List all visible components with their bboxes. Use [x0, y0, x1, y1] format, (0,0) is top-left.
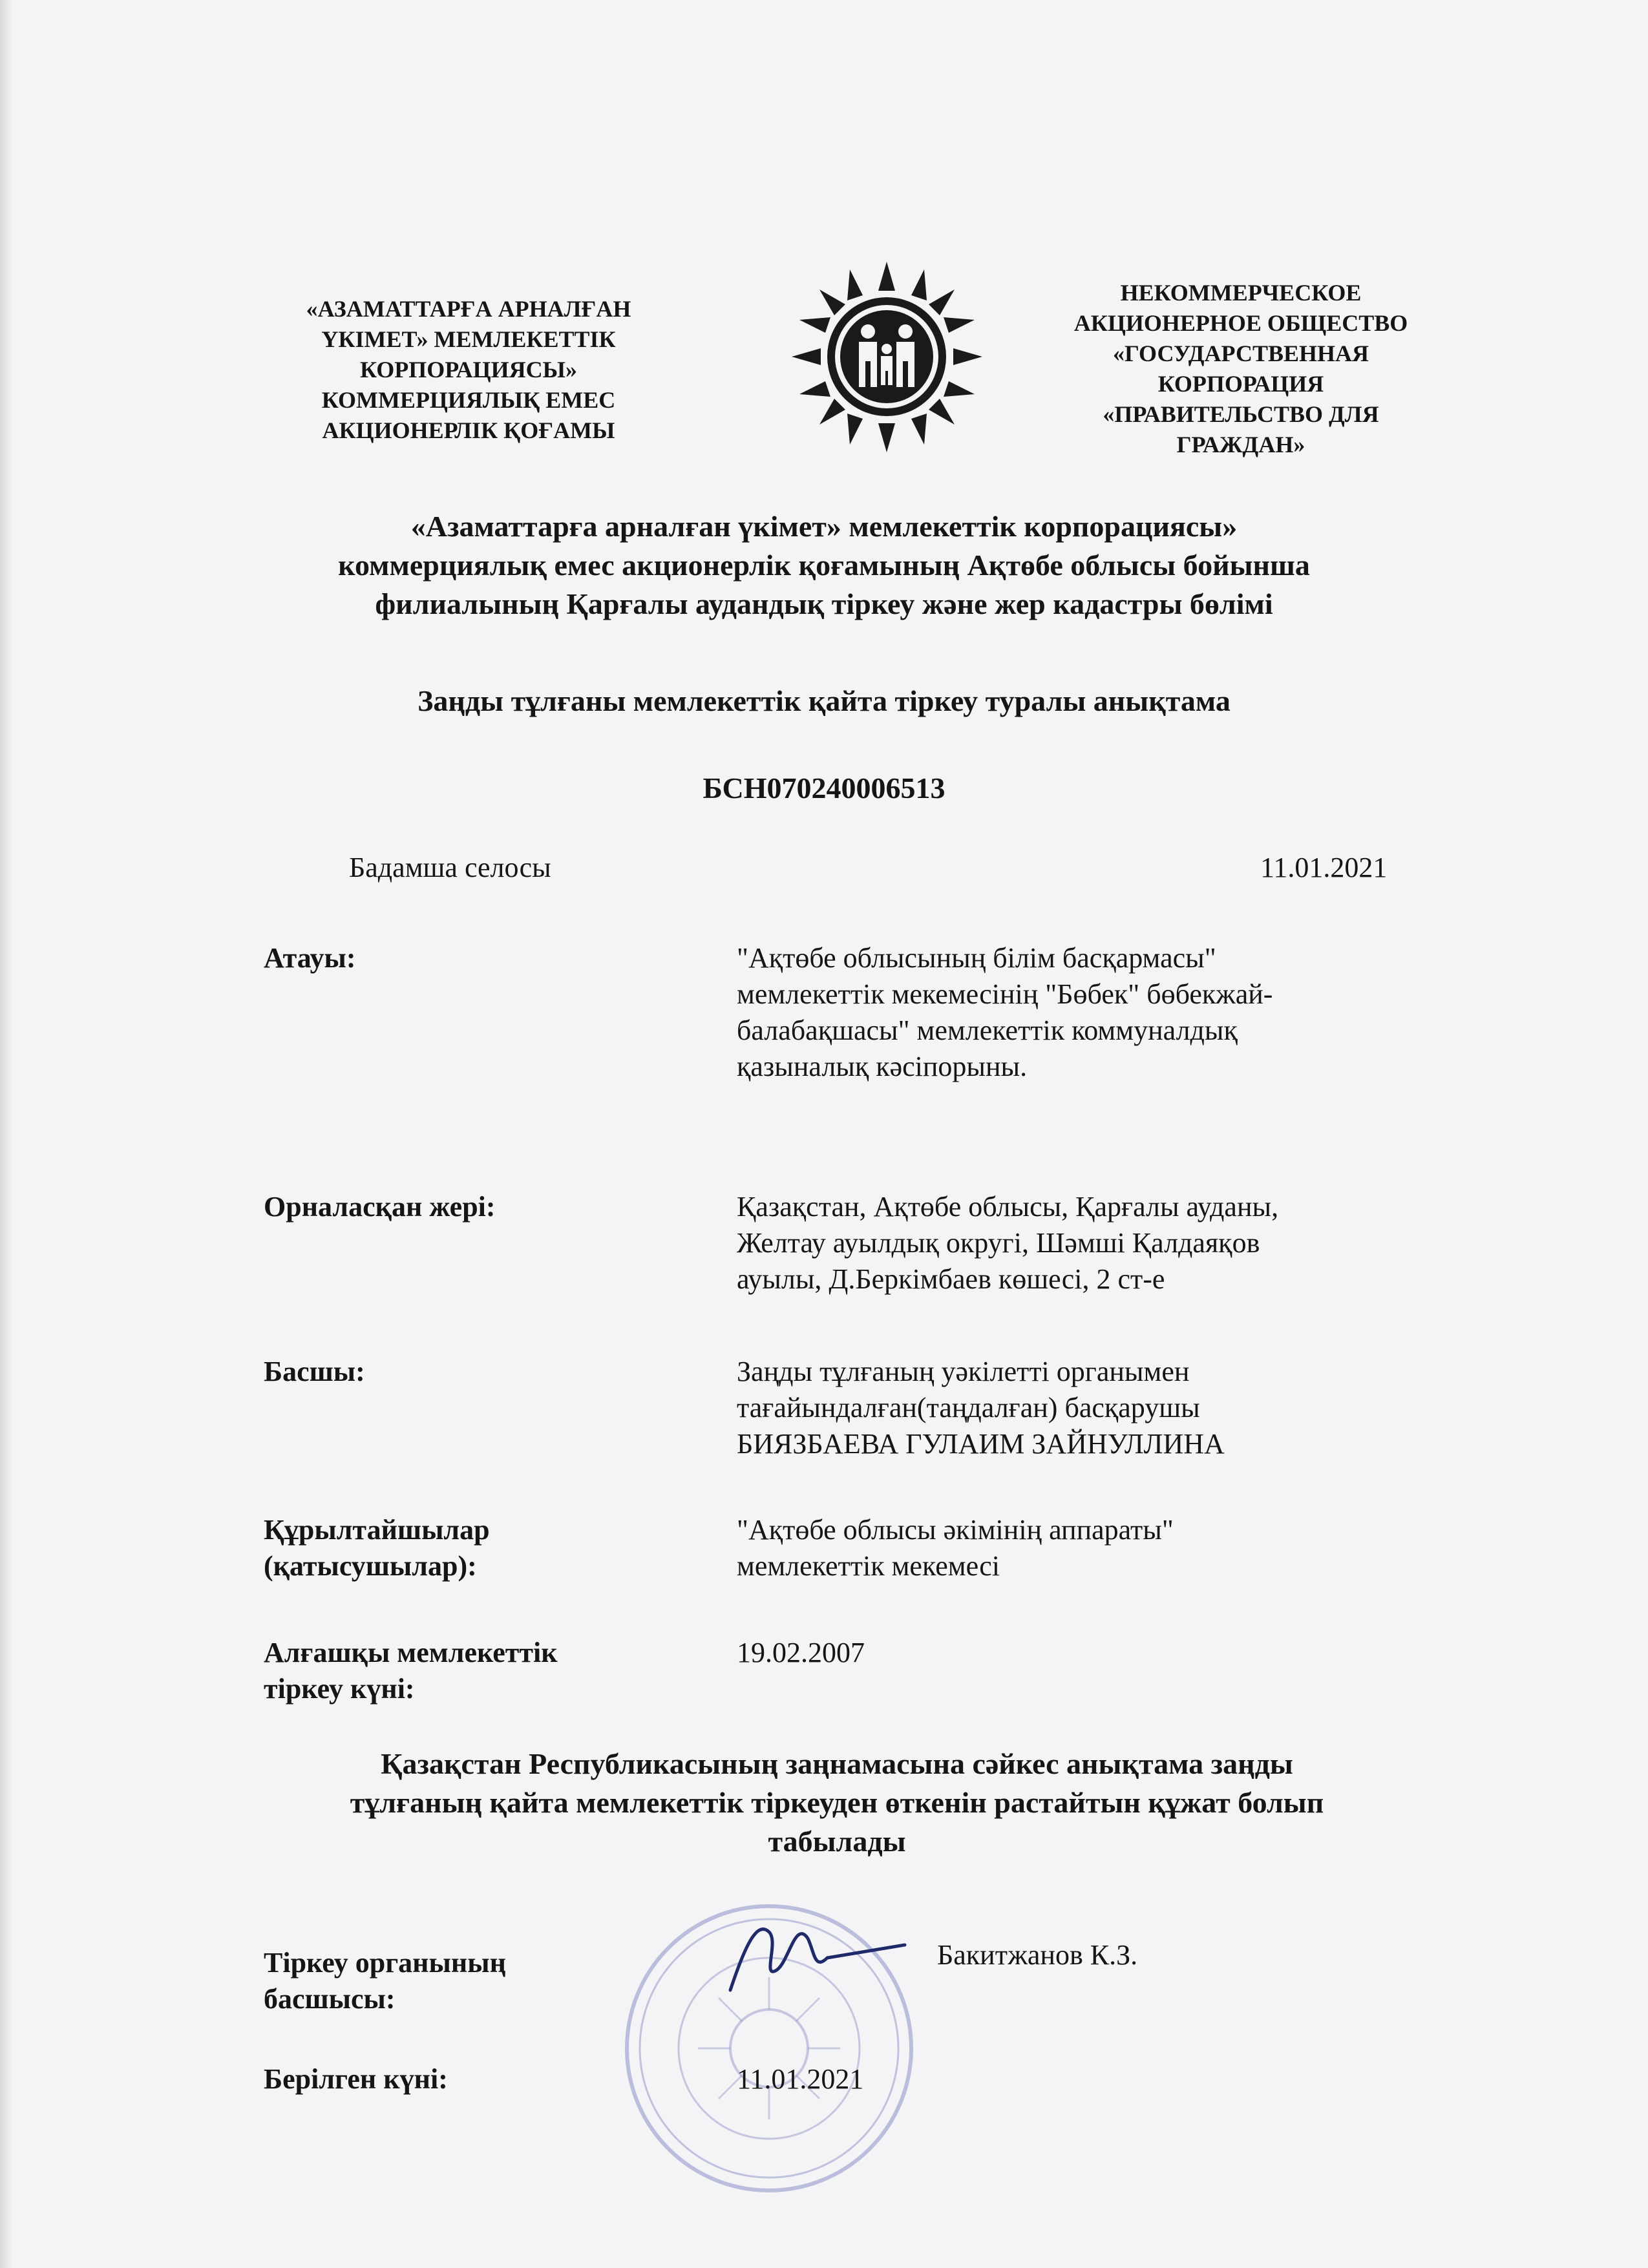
document-title: Заңды тұлғаны мемлекеттік қайта тіркеу туралы анықтама	[417, 684, 1231, 717]
header-kz-line: ҮКІМЕТ» МЕМЛЕКЕТТІК	[321, 326, 616, 352]
sun-family-logo-icon	[785, 255, 989, 459]
header-ru-line: АКЦИОНЕРНОЕ ОБЩЕСТВО	[1073, 310, 1408, 336]
head-value-line: БИЯЗБАЕВА ГУЛАИМ ЗАЙНУЛЛИНА	[737, 1428, 1225, 1460]
location-value-line: Қазақстан, Ақтөбе облысы, Қарғалы ауданы,	[737, 1191, 1279, 1223]
location-value-line: Желтау ауылдық округі, Шәмші Қалдаяқов	[737, 1227, 1260, 1259]
name-label: Атауы:	[264, 942, 356, 974]
conclusion-line: Қазақстан Республикасының заңнамасына сәйкес анықтама заңды	[381, 1747, 1293, 1780]
registrar-head-label	[264, 1945, 690, 2017]
founders-value-line: мемлекеттік мекемесі	[737, 1550, 1000, 1582]
scan-edge-shadow	[0, 0, 13, 2268]
organization-title-line: коммерциялық емес акционерлік қоғамының Ақтөбе облысы бойынша	[338, 549, 1310, 582]
header-ru-line: ГРАЖДАН»	[1176, 432, 1305, 457]
founders-value	[737, 1512, 1480, 1584]
head-value-line: тағайындалған(таңдалған) басқарушы	[737, 1392, 1200, 1423]
conclusion-line: тұлғаның қайта мемлекеттік тіркеуден өткенін растайтын құжат болып	[350, 1786, 1324, 1819]
registrar-head-label-line: басшысы:	[264, 1983, 396, 2015]
name-value-line: "Ақтөбе облысының білім басқармасы"	[737, 942, 1216, 974]
issued-date-label: Берілген күні:	[264, 2063, 448, 2095]
header-kz-line: КОРПОРАЦИЯСЫ»	[360, 357, 577, 383]
header-ru-line: КОРПОРАЦИЯ	[1157, 371, 1324, 397]
header-kz	[271, 294, 666, 446]
header-ru-line: НЕКОММЕРЧЕСКОЕ	[1120, 280, 1362, 306]
issue-date: 11.01.2021	[1260, 852, 1388, 883]
handwritten-signature-icon	[717, 1893, 911, 2003]
issue-place: Бадамша селосы	[349, 852, 551, 883]
first-registration-label-line: тіркеу күні:	[264, 1673, 415, 1705]
signer-name: Бакитжанов К.З.	[937, 1939, 1138, 1971]
founders-label	[264, 1512, 690, 1584]
organization-title-line: «Азаматтарға арналған үкімет» мемлекеттік корпорациясы»	[410, 510, 1238, 543]
bin-number: БСН070240006513	[703, 772, 945, 804]
name-value	[737, 940, 1480, 1085]
founders-label-line: (қатысушылар):	[264, 1550, 477, 1582]
header-ru-line: «ГОСУДАРСТВЕННАЯ	[1113, 341, 1369, 366]
first-registration-label-line: Алғашқы мемлекеттік	[264, 1637, 558, 1668]
header-kz-line: АКЦИОНЕРЛІК ҚОҒАМЫ	[322, 417, 615, 443]
header-ru-line: «ПРАВИТЕЛЬСТВО ДЛЯ	[1103, 401, 1379, 427]
head-value	[737, 1354, 1480, 1462]
founders-value-line: "Ақтөбе облысы әкімінің аппараты"	[737, 1514, 1174, 1546]
header-kz-line: «АЗАМАТТАРҒА АРНАЛҒАН	[306, 296, 631, 322]
location-value	[737, 1189, 1480, 1297]
first-registration-value: 19.02.2007	[737, 1637, 865, 1668]
issued-date-value: 11.01.2021	[737, 2063, 864, 2095]
name-value-line: қазыналық кәсіпорыны.	[737, 1051, 1028, 1082]
registrar-head-label-line: Тіркеу органының	[264, 1947, 506, 1979]
header-ru	[1021, 278, 1461, 460]
head-label: Басшы:	[264, 1356, 365, 1387]
name-value-line: мемлекеттік мекемесінің "Бөбек" бөбекжай-	[737, 978, 1273, 1010]
location-value-line: ауылы, Д.Беркімбаев көшесі, 2 ст-е	[737, 1263, 1165, 1295]
first-registration-label	[264, 1635, 690, 1707]
organization-title-line: филиалының Қарғалы аудандық тіркеу және жер кадастры бөлімі	[375, 587, 1273, 620]
conclusion-line: табылады	[768, 1825, 906, 1858]
organization-title	[168, 507, 1480, 624]
location-label: Орналасқан жері:	[264, 1191, 496, 1223]
header-kz-line: КОММЕРЦИЯЛЫҚ ЕМЕС	[321, 387, 616, 413]
founders-label-line: Құрылтайшылар	[264, 1514, 490, 1546]
name-value-line: балабақшасы" мемлекеттік коммуналдық	[737, 1014, 1238, 1046]
conclusion-text	[194, 1745, 1480, 1861]
head-value-line: Заңды тұлғаның уәкілетті органымен	[737, 1356, 1190, 1387]
